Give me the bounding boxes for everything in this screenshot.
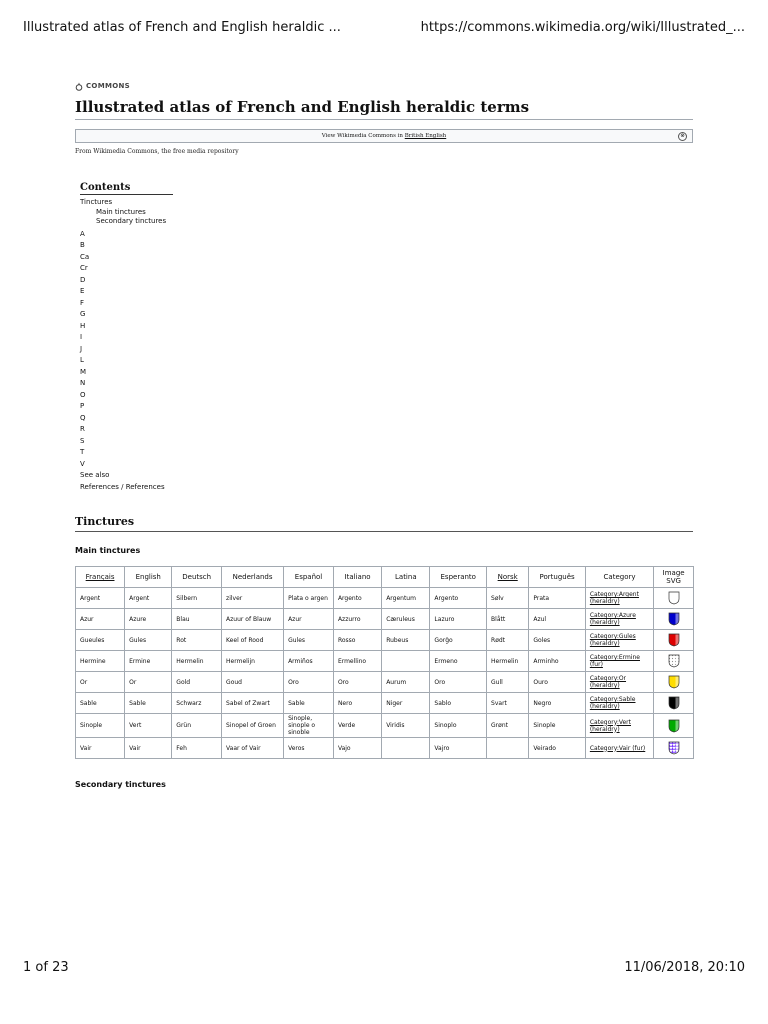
language-notice-text: View Wikimedia Commons in (321, 133, 405, 139)
table-cell: Niger (382, 693, 430, 714)
toc-item-letter[interactable]: T (80, 448, 85, 457)
shield-icon[interactable] (668, 654, 680, 668)
table-cell: Veirado (529, 738, 586, 759)
category-cell (585, 672, 653, 693)
table-cell: Svart (487, 693, 529, 714)
table-cell: Or (125, 672, 172, 693)
section-heading-tinctures: Tinctures (75, 515, 693, 532)
table-cell: Blau (172, 609, 222, 630)
toc-item-letter[interactable]: O (80, 390, 86, 399)
image-cell (654, 588, 694, 609)
toc-item-letter[interactable]: J (80, 344, 83, 353)
table-cell: Azure (125, 609, 172, 630)
table-cell: Sable (284, 693, 334, 714)
table-cell: Rosso (333, 630, 381, 651)
table-cell: Arminho (529, 651, 586, 672)
table-cell: Argent (76, 588, 125, 609)
table-cell: Ouro (529, 672, 586, 693)
column-header: Español (284, 567, 334, 588)
toc-item-letter[interactable]: P (80, 402, 85, 411)
toc-item-letter[interactable]: Ca (80, 252, 90, 261)
site-subtitle: From Wikimedia Commons, the free media repository (75, 148, 239, 155)
table-row (76, 714, 694, 738)
table-cell: Sablo (430, 693, 487, 714)
table-cell: Feh (172, 738, 222, 759)
toc-item-secondary-tinctures[interactable]: Secondary tinctures (96, 217, 167, 226)
image-cell (654, 693, 694, 714)
table-cell: Hermine (76, 651, 125, 672)
page-title: Illustrated atlas of French and English heraldic terms (75, 98, 693, 120)
image-cell (654, 651, 694, 672)
toc-item-main-tinctures[interactable]: Main tinctures (96, 207, 146, 216)
table-cell: Oro (333, 672, 381, 693)
toc-item-letter[interactable]: Q (80, 413, 86, 422)
toc-item-letter[interactable]: D (80, 275, 86, 284)
table-cell: Gorĝo (430, 630, 487, 651)
category-link[interactable]: Category:Azure (heraldry) (589, 612, 636, 626)
toc-item-letter[interactable]: V (80, 459, 85, 468)
image-cell (654, 738, 694, 759)
category-cell (585, 630, 653, 651)
table-cell: Rot (172, 630, 222, 651)
commons-logo[interactable] (75, 80, 693, 92)
table-cell: Veros (284, 738, 334, 759)
table-row (76, 609, 694, 630)
column-header: Image SVG (654, 567, 694, 588)
table-cell: Gules (125, 630, 172, 651)
table-cell (382, 738, 430, 759)
table-cell: Rubeus (382, 630, 430, 651)
table-cell: Vair (125, 738, 172, 759)
table-cell: Azur (76, 609, 125, 630)
table-cell: Sinople (529, 714, 586, 738)
table-cell: Cæruleus (382, 609, 430, 630)
table-cell: Sinopel of Groen (222, 714, 284, 738)
toc-item-letter[interactable]: I (80, 333, 83, 342)
toc-item-see-also[interactable]: See also (80, 471, 110, 480)
toc-item-letter[interactable]: B (80, 241, 85, 250)
table-cell: Blått (487, 609, 529, 630)
category-link[interactable]: Category:Gules (heraldry) (589, 633, 636, 647)
table-cell: Sable (125, 693, 172, 714)
table-cell: Armiños (284, 651, 334, 672)
shield-icon[interactable] (668, 675, 680, 689)
print-datetime: 11/06/2018, 20:10 (624, 960, 745, 975)
table-cell (487, 738, 529, 759)
table-cell: Azuur of Blauw (222, 609, 284, 630)
table-cell: Negro (529, 693, 586, 714)
table-cell: Silbern (172, 588, 222, 609)
column-header: Português (529, 567, 586, 588)
table-cell: Vajro (430, 738, 487, 759)
table-cell: Oro (430, 672, 487, 693)
toc-letter-list (80, 229, 693, 471)
main-tinctures-table (75, 566, 694, 759)
table-cell: Hermelin (487, 651, 529, 672)
image-cell (654, 672, 694, 693)
category-cell (585, 588, 653, 609)
table-cell: Sinople, sinople o sinoble (284, 714, 334, 738)
table-cell: Goud (222, 672, 284, 693)
table-cell: Argentum (382, 588, 430, 609)
table-row (76, 651, 694, 672)
print-footer (23, 960, 745, 980)
table-cell: zilver (222, 588, 284, 609)
table-cell: Rødt (487, 630, 529, 651)
table-cell: Gules (284, 630, 334, 651)
print-header (23, 20, 745, 40)
toc-item-letter[interactable]: H (80, 321, 86, 330)
shield-icon[interactable] (668, 741, 680, 755)
table-cell: Aurum (382, 672, 430, 693)
column-header: Deutsch (172, 567, 222, 588)
print-page-number: 1 of 23 (23, 960, 69, 975)
table-row (76, 672, 694, 693)
table-cell: Viridis (382, 714, 430, 738)
image-cell (654, 714, 694, 738)
column-header: Norsk (487, 567, 529, 588)
table-cell: Ermine (125, 651, 172, 672)
article-page (75, 80, 693, 789)
table-cell: Goles (529, 630, 586, 651)
category-link[interactable]: Category:Ermine (fur) (589, 654, 640, 668)
category-cell (585, 693, 653, 714)
toc-item-references[interactable]: References / References (80, 482, 165, 491)
column-header: Français (76, 567, 125, 588)
category-link[interactable]: Category:Vair (fur) (589, 744, 646, 752)
toc-item-tinctures[interactable]: Tinctures (80, 198, 113, 206)
column-header: Esperanto (430, 567, 487, 588)
shield-icon[interactable] (668, 719, 680, 733)
table-cell: Azur (284, 609, 334, 630)
table-cell: Prata (529, 588, 586, 609)
column-header: Category (585, 567, 653, 588)
shield-icon[interactable] (668, 633, 680, 647)
table-cell: Azzurro (333, 609, 381, 630)
toc-item-letter[interactable]: N (80, 379, 86, 388)
toc-item-letter[interactable]: S (80, 436, 85, 445)
table-cell: Vaar of Vair (222, 738, 284, 759)
table-of-contents (80, 182, 693, 493)
toc-item-letter[interactable]: F (80, 298, 85, 307)
category-cell (585, 714, 653, 738)
table-cell: Vert (125, 714, 172, 738)
toc-item-letter[interactable]: G (80, 310, 86, 319)
category-cell (585, 651, 653, 672)
table-cell: Plata o argen (284, 588, 334, 609)
table-row (76, 588, 694, 609)
table-cell: Sable (76, 693, 125, 714)
toc-item-letter[interactable]: A (80, 229, 85, 238)
table-cell: Schwarz (172, 693, 222, 714)
table-cell: Argento (333, 588, 381, 609)
table-cell: Ermellino (333, 651, 381, 672)
category-cell (585, 738, 653, 759)
category-link[interactable]: Category:Sable (heraldry) (589, 696, 636, 710)
table-cell: Gold (172, 672, 222, 693)
table-cell: Gueules (76, 630, 125, 651)
table-header-row (76, 567, 694, 588)
column-header: Latina (382, 567, 430, 588)
category-link[interactable]: Category:Vert (heraldry) (589, 718, 631, 733)
column-header: English (125, 567, 172, 588)
image-cell (654, 630, 694, 651)
table-cell: Gull (487, 672, 529, 693)
toc-title: Contents (80, 182, 173, 195)
table-cell: Argento (430, 588, 487, 609)
close-icon[interactable]: ⊗ (678, 132, 687, 141)
toc-item-letter[interactable]: Cr (80, 264, 88, 273)
language-notice-link[interactable]: British English (404, 133, 447, 139)
table-cell: Grønt (487, 714, 529, 738)
table-cell: Hermelin (172, 651, 222, 672)
table-cell: Hermelijn (222, 651, 284, 672)
table-cell: Sabel of Zwart (222, 693, 284, 714)
table-cell: Sinoplo (430, 714, 487, 738)
column-header: Nederlands (222, 567, 284, 588)
table-cell: Or (76, 672, 125, 693)
table-cell: Vajo (333, 738, 381, 759)
toc-item-letter[interactable]: E (80, 287, 85, 296)
table-cell: Nero (333, 693, 381, 714)
table-cell: Keel of Rood (222, 630, 284, 651)
table-cell: Ermeno (430, 651, 487, 672)
table-cell: Sølv (487, 588, 529, 609)
image-cell (654, 609, 694, 630)
shield-icon[interactable] (668, 591, 680, 605)
category-link[interactable]: Category:Argent (heraldry) (589, 591, 639, 605)
table-cell: Lazuro (430, 609, 487, 630)
toc-item-letter[interactable]: R (80, 425, 85, 434)
table-cell: Oro (284, 672, 334, 693)
table-body (76, 588, 694, 759)
language-notice (75, 129, 693, 143)
table-row (76, 738, 694, 759)
print-page-title: Illustrated atlas of French and English heraldic ... (23, 20, 341, 35)
table-cell: Verde (333, 714, 381, 738)
shield-icon[interactable] (668, 612, 680, 626)
table-cell: Grün (172, 714, 222, 738)
commons-logo-icon (75, 82, 83, 91)
table-row (76, 630, 694, 651)
section-heading-main-tinctures: Main tinctures (75, 546, 141, 555)
toc-item-letter[interactable]: M (80, 367, 87, 376)
shield-icon[interactable] (668, 696, 680, 710)
print-page-url: https://commons.wikimedia.org/wiki/Illustrated_... (420, 20, 745, 35)
table-cell (382, 651, 430, 672)
table-cell: Sinople (76, 714, 125, 738)
toc-item-letter[interactable]: L (80, 356, 84, 365)
section-heading-secondary-tinctures: Secondary tinctures (75, 780, 166, 789)
table-row (76, 693, 694, 714)
table-cell: Vair (76, 738, 125, 759)
column-header: Italiano (333, 567, 381, 588)
table-cell: Argent (125, 588, 172, 609)
table-cell: Azul (529, 609, 586, 630)
commons-logo-text: COMMONS (86, 82, 130, 90)
category-link[interactable]: Category:Or (heraldry) (589, 675, 627, 689)
category-cell (585, 609, 653, 630)
